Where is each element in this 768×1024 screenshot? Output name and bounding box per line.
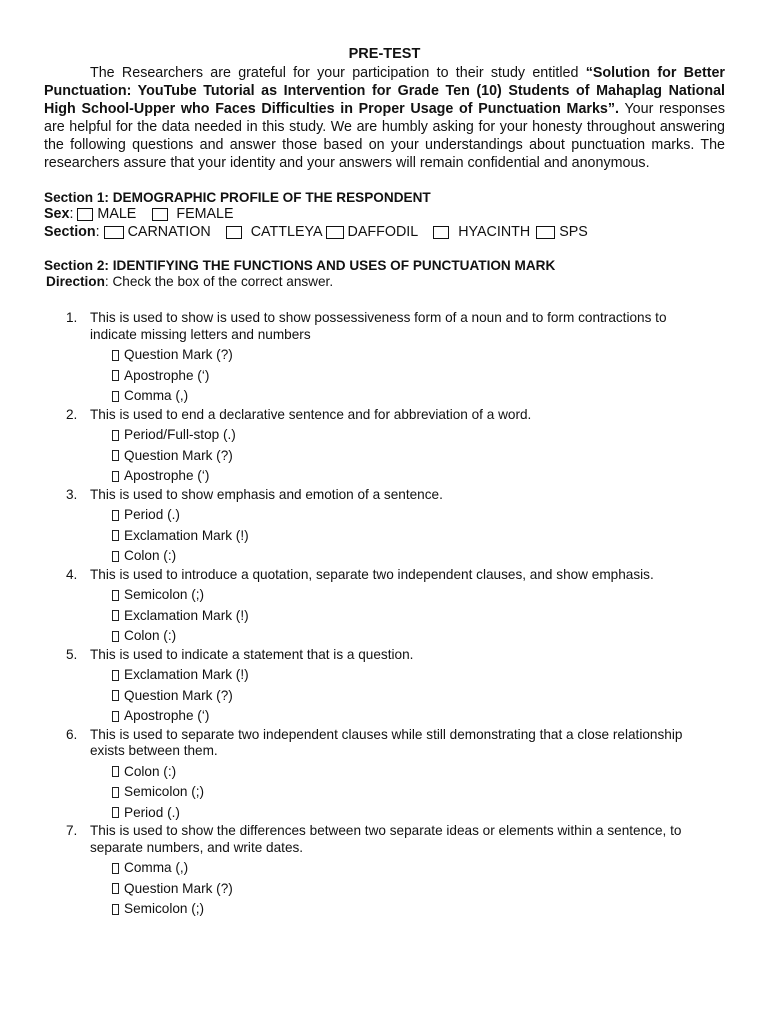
answer-choice-label: Question Mark (?) bbox=[124, 687, 233, 703]
checkbox-male[interactable] bbox=[77, 208, 93, 221]
checkbox-icon[interactable] bbox=[112, 807, 119, 818]
checkbox-sps[interactable] bbox=[536, 226, 555, 239]
answer-choice-label: Colon (:) bbox=[124, 548, 177, 563]
section-option-label: DAFFODIL bbox=[347, 224, 419, 240]
answer-choice[interactable] bbox=[112, 879, 725, 900]
question-text: This is used to end a declarative sentence and for abbreviation of a word. bbox=[90, 406, 532, 422]
checkbox-icon[interactable] bbox=[112, 690, 119, 701]
question-row bbox=[44, 310, 725, 343]
question-text: This is used to show is used to show possessiveness form of a noun and to form contractions to indicate missing letters and numbers bbox=[90, 310, 667, 342]
checkbox-icon[interactable] bbox=[112, 350, 119, 361]
question-item bbox=[44, 727, 725, 824]
answer-choice[interactable] bbox=[112, 526, 725, 547]
question-item bbox=[44, 407, 725, 487]
answer-choice[interactable] bbox=[112, 782, 725, 803]
answer-choice[interactable] bbox=[112, 366, 725, 387]
section1-heading: Section 1: DEMOGRAPHIC PROFILE OF THE RESPONDENT bbox=[44, 190, 431, 205]
checkbox-icon[interactable] bbox=[112, 510, 119, 521]
question-number: 7. bbox=[66, 823, 78, 838]
choice-list bbox=[44, 858, 725, 920]
choice-list bbox=[44, 585, 725, 647]
sex-option-female[interactable] bbox=[152, 205, 233, 223]
question-item bbox=[44, 647, 725, 727]
answer-choice[interactable] bbox=[112, 626, 725, 647]
section-option-label: HYACINTH bbox=[458, 224, 531, 240]
answer-choice[interactable] bbox=[112, 686, 725, 707]
choice-list bbox=[44, 665, 725, 727]
question-item bbox=[44, 487, 725, 567]
section-option-hyacinth[interactable] bbox=[433, 223, 530, 241]
answer-choice-label: Colon (:) bbox=[124, 763, 177, 779]
section-option-label: CATTLEYA bbox=[250, 224, 323, 240]
answer-choice[interactable] bbox=[112, 446, 725, 467]
answer-choice[interactable] bbox=[112, 386, 725, 407]
intro-paragraph bbox=[44, 64, 725, 172]
answer-choice-label: Exclamation Mark (!) bbox=[124, 667, 249, 682]
question-row bbox=[44, 727, 725, 760]
checkbox-icon[interactable] bbox=[112, 904, 119, 915]
section2-heading: Section 2: IDENTIFYING THE FUNCTIONS AND USES OF PUNCTUATION MARK bbox=[44, 258, 556, 273]
answer-choice[interactable] bbox=[112, 345, 725, 366]
answer-choice-label: Semicolon (;) bbox=[124, 901, 205, 916]
checkbox-hyacinth[interactable] bbox=[433, 226, 449, 239]
question-number: 2. bbox=[66, 406, 78, 422]
answer-choice[interactable] bbox=[112, 466, 725, 487]
answer-choice[interactable] bbox=[112, 585, 725, 606]
answer-choice[interactable] bbox=[112, 665, 725, 686]
intro-lead: The Researchers are grateful for your participation to their study entitled bbox=[90, 65, 586, 81]
sex-row: Sex : MALE FEMALE bbox=[44, 206, 234, 222]
section-option-label: SPS bbox=[559, 224, 588, 240]
checkbox-icon[interactable] bbox=[112, 551, 119, 562]
answer-choice-label: Exclamation Mark (!) bbox=[124, 527, 249, 543]
checkbox-icon[interactable] bbox=[112, 391, 119, 402]
question-row bbox=[44, 407, 725, 424]
sex-option-label: FEMALE bbox=[176, 206, 234, 222]
question-text: This is used to introduce a quotation, separate two independent clauses, and show emphasis. bbox=[90, 566, 654, 582]
answer-choice-label: Semicolon (;) bbox=[124, 587, 205, 602]
section-label: Section bbox=[44, 224, 96, 240]
section-row: Section : CARNATION CATTLEYA DAFFODIL HYACINTH SPS bbox=[44, 224, 588, 240]
question-item bbox=[44, 567, 725, 647]
checkbox-icon[interactable] bbox=[112, 883, 119, 894]
question-row bbox=[44, 823, 725, 856]
section-option-sps[interactable] bbox=[536, 223, 588, 241]
question-text: This is used to show the differences between two separate ideas or elements within a sentence, to separate numbers, and write dates. bbox=[90, 823, 682, 855]
question-item bbox=[44, 310, 725, 407]
checkbox-daffodil[interactable] bbox=[326, 226, 344, 239]
answer-choice[interactable] bbox=[112, 546, 725, 567]
checkbox-icon[interactable] bbox=[112, 766, 119, 777]
answer-choice-label: Comma (,) bbox=[124, 860, 189, 875]
answer-choice-label: Comma (,) bbox=[124, 388, 189, 403]
section-option-daffodil[interactable] bbox=[326, 223, 419, 241]
answer-choice-label: Apostrophe (‘) bbox=[124, 708, 210, 723]
question-text: This is used to separate two independent clauses while still demonstrating that a close relationship exists between them. bbox=[90, 726, 683, 758]
question-number: 5. bbox=[66, 646, 78, 662]
direction-line bbox=[46, 274, 725, 289]
choice-list bbox=[44, 425, 725, 487]
answer-choice[interactable] bbox=[112, 505, 725, 526]
question-text: This is used to indicate a statement that is a question. bbox=[90, 646, 414, 662]
checkbox-icon[interactable] bbox=[112, 787, 119, 798]
section-option-carnation[interactable] bbox=[104, 223, 211, 241]
question-number: 4. bbox=[66, 566, 78, 582]
checkbox-female[interactable] bbox=[152, 208, 168, 221]
checkbox-icon[interactable] bbox=[112, 610, 119, 621]
document-page bbox=[44, 46, 725, 920]
checkbox-icon[interactable] bbox=[112, 711, 119, 722]
checkbox-cattleya[interactable] bbox=[226, 226, 242, 239]
checkbox-icon[interactable] bbox=[112, 530, 119, 541]
answer-choice-label: Apostrophe (‘) bbox=[124, 367, 210, 383]
choice-list bbox=[44, 345, 725, 407]
answer-choice-label: Apostrophe (‘) bbox=[124, 468, 210, 483]
answer-choice[interactable] bbox=[112, 899, 725, 920]
sex-option-label: MALE bbox=[97, 206, 137, 222]
answer-choice-label: Question Mark (?) bbox=[124, 347, 233, 362]
answer-choice-label: Exclamation Mark (!) bbox=[124, 607, 249, 623]
question-row bbox=[44, 567, 725, 584]
checkbox-icon[interactable] bbox=[112, 450, 119, 461]
checkbox-carnation[interactable] bbox=[104, 226, 124, 239]
study-title: “Solution for Better Punctuation: YouTube Tutorial as Intervention for Grade Ten (10) Students of Mahaplag National High School-Upper who Faces Difficulties in Proper Usage of Punctuation Marks”. bbox=[44, 65, 725, 117]
answer-choice-label: Period/Full-stop (.) bbox=[124, 427, 236, 442]
choice-list bbox=[44, 762, 725, 824]
checkbox-icon[interactable] bbox=[112, 370, 119, 381]
checkbox-icon[interactable] bbox=[112, 590, 119, 601]
sex-label: Sex bbox=[44, 206, 70, 222]
answer-choice[interactable] bbox=[112, 858, 725, 879]
answer-choice-label: Question Mark (?) bbox=[124, 880, 233, 896]
checkbox-icon[interactable] bbox=[112, 471, 119, 482]
choice-list bbox=[44, 505, 725, 567]
question-text: This is used to show emphasis and emotion of a sentence. bbox=[90, 486, 443, 502]
answer-choice[interactable] bbox=[112, 762, 725, 783]
question-item bbox=[44, 823, 725, 920]
checkbox-icon[interactable] bbox=[112, 670, 119, 681]
checkbox-icon[interactable] bbox=[112, 863, 119, 874]
question-row bbox=[44, 487, 725, 504]
checkbox-icon[interactable] bbox=[112, 430, 119, 441]
section-option-cattleya[interactable] bbox=[226, 223, 323, 241]
intro-rest: Your responses are helpful for the data needed in this study. We are humbly asking for your honesty throughout answering the following questions and answer those based on your understandings about punctuation marks. The researchers assure that your identity and your answers will remain confidential and anonymous. bbox=[44, 101, 726, 171]
question-number: 6. bbox=[66, 726, 78, 742]
question-list bbox=[44, 310, 725, 920]
answer-choice-label: Semicolon (;) bbox=[124, 784, 205, 799]
section-option-label: CARNATION bbox=[127, 224, 211, 240]
direction-label: Direction bbox=[46, 274, 105, 289]
answer-choice[interactable] bbox=[112, 706, 725, 727]
question-number: 1. bbox=[66, 310, 78, 325]
answer-choice-label: Period (.) bbox=[124, 507, 180, 522]
answer-choice[interactable] bbox=[112, 606, 725, 627]
answer-choice[interactable] bbox=[112, 425, 725, 446]
answer-choice-label: Question Mark (?) bbox=[124, 447, 233, 463]
sex-option-male[interactable] bbox=[77, 205, 136, 223]
question-number: 3. bbox=[66, 486, 78, 502]
page-title: PRE-TEST bbox=[348, 46, 421, 62]
question-row bbox=[44, 647, 725, 664]
answer-choice-label: Period (.) bbox=[124, 804, 180, 820]
checkbox-icon[interactable] bbox=[112, 631, 119, 642]
answer-choice[interactable] bbox=[112, 803, 725, 824]
answer-choice-label: Colon (:) bbox=[124, 628, 177, 643]
direction-text: : Check the box of the correct answer. bbox=[104, 274, 334, 289]
